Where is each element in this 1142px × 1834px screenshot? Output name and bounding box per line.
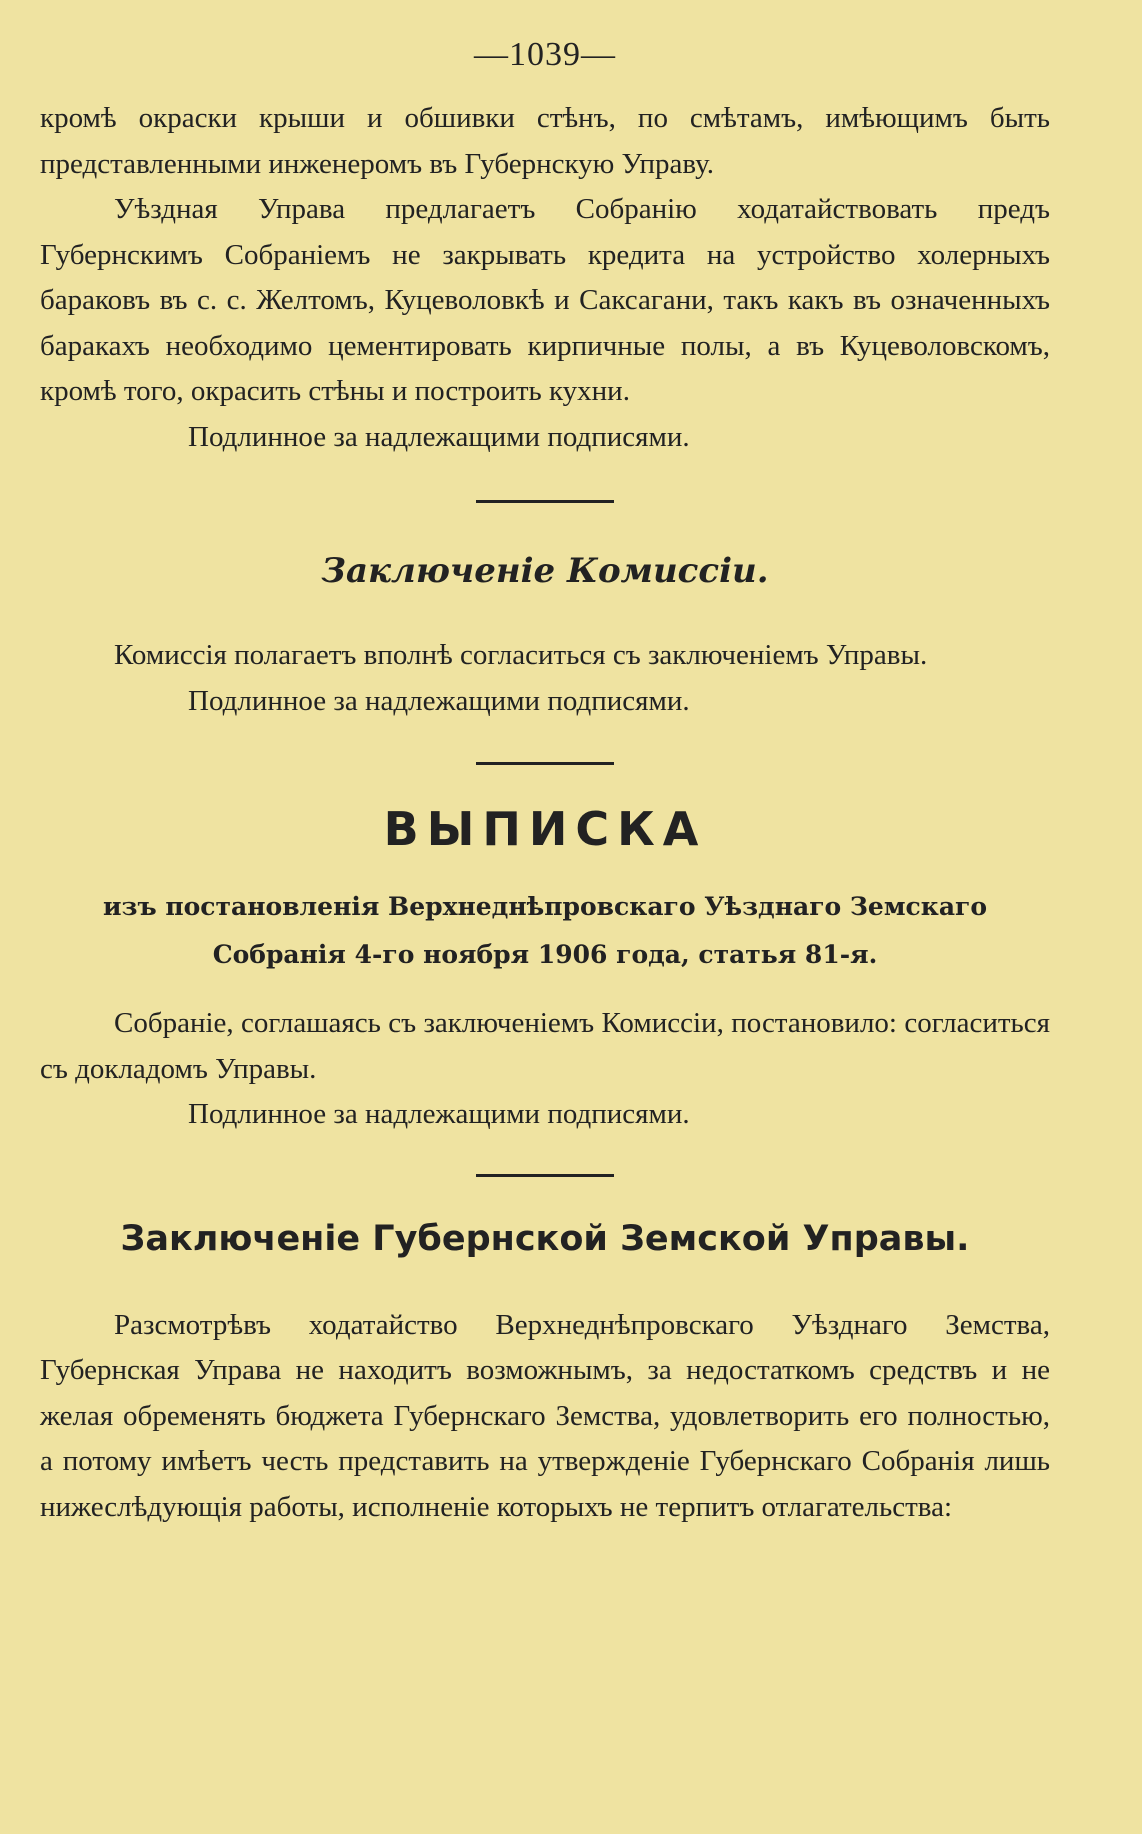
extract-subtitle: изъ постановленія Верхнеднѣпровскаго Уѣзднаго Земскаго Собранія 4-го ноября 1906 года, статья 81-я. (102, 892, 988, 969)
section-divider (476, 500, 614, 503)
signature-line: Подлинное за надлежащими подписями. (188, 684, 690, 717)
paragraph-uezd-uprava-proposal: Уѣздная Управа предлагаетъ Собранію ходатайствовать предъ Губернскимъ Собраніемъ не закрывать кредита на устройство холерныхъ бараковъ въ с. с. Желтомъ, Куцеволовкѣ и Саксагани, такъ какъ въ означенныхъ баракахъ необходимо цементировать кирпичные полы, а въ Куцеволовскомъ, кромѣ того, окрасить стѣны и построить кухни. (40, 193, 1050, 407)
signature-line: Подлинное за надлежащими подписями. (188, 1098, 690, 1130)
gubernia-uprava-heading: Заключеніе Губернской Земской Управы. (120, 1218, 970, 1259)
paragraph-budget-continuation: кромѣ окраски крыши и обшивки стѣнъ, по смѣтамъ, имѣющимъ быть представленными инженеромъ въ Губернскую Управу. (40, 102, 1050, 180)
page-number: —1039— (474, 36, 616, 73)
section-divider (476, 762, 614, 765)
paragraph-gubernia-conclusion: Разсмотрѣвъ ходатайство Верхнеднѣпровскаго Уѣзднаго Земства, Губернская Управа не находитъ возможнымъ, за недостаткомъ средствъ и не желая обременять бюджета Губернскаго Земства, удовлетворить его полностью, а потому имѣетъ честь представить на утвержденіе Губернскаго Собранія лишь нижеслѣдующія работы, исполненіе которыхъ не терпитъ отлагательства: (40, 1308, 1050, 1523)
extract-title: ВЫПИСКА (383, 802, 707, 856)
section-divider (476, 1174, 614, 1177)
commission-heading: Заключеніе Комиссіи. (321, 551, 769, 591)
paragraph-commission-conclusion: Комиссія полагаетъ вполнѣ согласиться съ заключеніемъ Управы. (114, 639, 928, 671)
signature-line: Подлинное за надлежащими подписями. (188, 420, 690, 453)
paragraph-assembly-resolution: Собраніе, соглашаясь съ заключеніемъ Комиссіи, постановило: согласиться съ докладомъ Управы. (40, 1007, 1050, 1085)
